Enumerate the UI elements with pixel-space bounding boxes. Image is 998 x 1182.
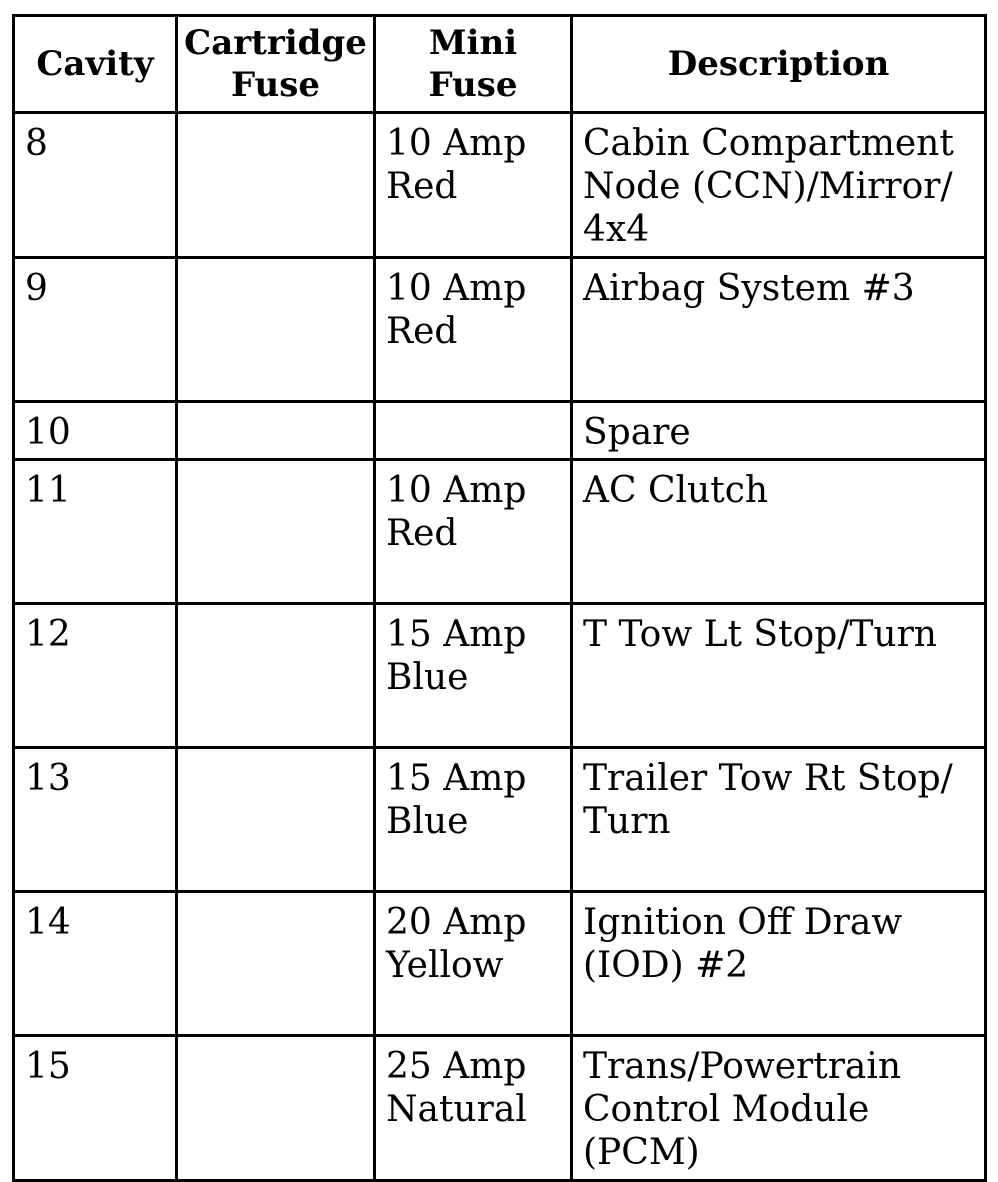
cartridge-fuse-cell xyxy=(177,604,375,748)
cavity-cell: 14 xyxy=(14,892,177,1036)
cartridge-fuse-cell xyxy=(177,402,375,460)
table-row xyxy=(14,113,986,258)
header-row xyxy=(14,16,986,113)
fuse-table xyxy=(12,14,987,1182)
table-row xyxy=(14,258,986,402)
mini-fuse-cell: 15 Amp Blue xyxy=(375,604,572,748)
header-mini-fuse: Mini Fuse xyxy=(375,16,572,113)
mini-fuse-cell: 15 Amp Blue xyxy=(375,748,572,892)
cavity-cell: 11 xyxy=(14,460,177,604)
cartridge-fuse-cell xyxy=(177,113,375,258)
table-row xyxy=(14,604,986,748)
cartridge-fuse-cell xyxy=(177,748,375,892)
cavity-cell: 10 xyxy=(14,402,177,460)
header-description: Description xyxy=(572,16,986,113)
mini-fuse-cell: 25 Amp Natural xyxy=(375,1036,572,1181)
description-cell: Ignition Off Draw (IOD) #2 xyxy=(572,892,986,1036)
cavity-cell: 12 xyxy=(14,604,177,748)
table-row xyxy=(14,460,986,604)
header-cartridge-fuse: Cartridge Fuse xyxy=(177,16,375,113)
table-row xyxy=(14,402,986,460)
cartridge-fuse-cell xyxy=(177,258,375,402)
table-row xyxy=(14,1036,986,1181)
mini-fuse-cell: 10 Amp Red xyxy=(375,460,572,604)
cartridge-fuse-cell xyxy=(177,892,375,1036)
cavity-cell: 13 xyxy=(14,748,177,892)
cartridge-fuse-cell xyxy=(177,460,375,604)
description-cell: Trailer Tow Rt Stop/ Turn xyxy=(572,748,986,892)
description-cell: Spare xyxy=(572,402,986,460)
mini-fuse-cell xyxy=(375,402,572,460)
description-cell: Trans/Powertrain Control Module (PCM) xyxy=(572,1036,986,1181)
mini-fuse-cell: 10 Amp Red xyxy=(375,113,572,258)
cavity-cell: 9 xyxy=(14,258,177,402)
mini-fuse-cell: 20 Amp Yellow xyxy=(375,892,572,1036)
description-cell: Cabin Compartment Node (CCN)/Mirror/ 4x4 xyxy=(572,113,986,258)
description-cell: Airbag System #3 xyxy=(572,258,986,402)
table-row xyxy=(14,748,986,892)
header-cavity: Cavity xyxy=(14,16,177,113)
description-cell: AC Clutch xyxy=(572,460,986,604)
cavity-cell: 15 xyxy=(14,1036,177,1181)
cartridge-fuse-cell xyxy=(177,1036,375,1181)
table-row xyxy=(14,892,986,1036)
description-cell: T Tow Lt Stop/Turn xyxy=(572,604,986,748)
cavity-cell: 8 xyxy=(14,113,177,258)
mini-fuse-cell: 10 Amp Red xyxy=(375,258,572,402)
